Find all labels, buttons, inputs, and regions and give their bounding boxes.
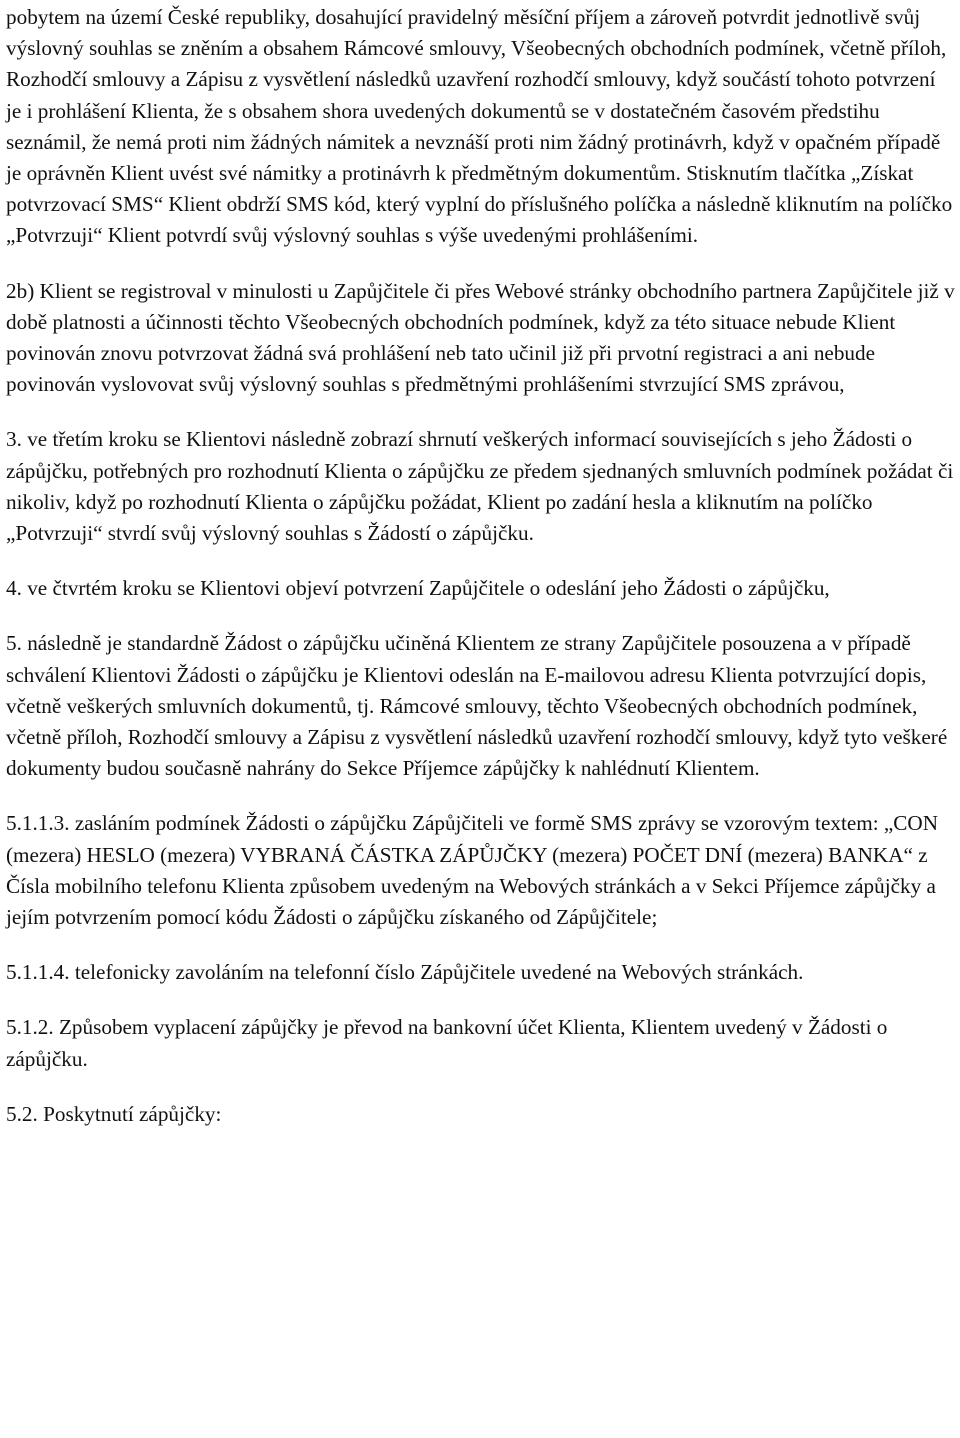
paragraph-5-1-1-3: 5.1.1.3. zasláním podmínek Žádosti o zápůjčku Zápůjčiteli ve formě SMS zprávy se vzorovým textem: „CON (mezera) HESLO (mezera) VYBRANÁ ČÁSTKA ZÁPŮJČKY (mezera) POČET DNÍ (mezera) BANKA“ z Čísla mobilního telefonu Klienta způsobem uvedeným na Webových stránkách a v Sekci Příjemce zápůjčky a jejím potvrzením pomocí kódu Žádosti o zápůjčku získaného od Zápůjčitele; bbox=[6, 811, 939, 930]
section-heading-5-2: 5.2. Poskytnutí zápůjčky: bbox=[6, 1101, 222, 1126]
paragraph-consent-continuation: pobytem na území České republiky, dosahující pravidelný měsíční příjem a zároveň potvrdit jednotlivě svůj výslovný souhlas se zněním a obsahem Rámcové smlouvy, Všeobecných obchodních podmínek, včetně příloh, Rozhodčí smlouvy a Zápisu z vysvětlení následků uzavření rozhodčí smlouvy, když součástí tohoto potvrzení je i prohlášení Klienta, že s obsahem shora uvedených dokumentů se v dostatečném časovém předstihu seznámil, že nemá proti nim žádných námitek a nevznáší proti nim žádný protinávrh, když v opačném případě je oprávněn Klient uvést své námitky a protinávrh k předmětným dokumentům. Stisknutím tlačítka „Získat potvrzovací SMS“ Klient obdrží SMS kód, který vyplní do příslušného políčka a následně kliknutím na políčko „Potvrzuji“ Klient potvrdí svůj výslovný souhlas s výše uvedenými prohlášeními. bbox=[6, 5, 953, 248]
paragraph-step-4: 4. ve čtvrtém kroku se Klientovi objeví potvrzení Zapůjčitele o odeslání jeho Žádosti o zápůjčku, bbox=[6, 576, 830, 601]
paragraph-5-1-1-4: 5.1.1.4. telefonicky zavoláním na telefonní číslo Zápůjčitele uvedené na Webových stránkách. bbox=[6, 960, 804, 985]
paragraph-5-1-2: 5.1.2. Způsobem vyplacení zápůjčky je převod na bankovní účet Klienta, Klientem uvedený v Žádosti o zápůjčku. bbox=[6, 1015, 888, 1071]
paragraph-step-5: 5. následně je standardně Žádost o zápůjčku učiněná Klientem ze strany Zapůjčitele posouzena a v případě schválení Klientovi Žádosti o zápůjčku je Klientovi odeslán na E-mailovou adresu Klienta potvrzující dopis, včetně veškerých smluvních dokumentů, tj. Rámcové smlouvy, těchto Všeobecných obchodních podmínek, včetně příloh, Rozhodčí smlouvy a Zápisu z vysvětlení následků uzavření rozhodčí smlouvy, když tyto veškeré dokumenty budou současně nahrány do Sekce Příjemce zápůjčky k nahlédnutí Klientem. bbox=[6, 631, 948, 781]
paragraph-2b-registered-client: 2b) Klient se registroval v minulosti u Zapůjčitele či přes Webové stránky obchodního partnera Zapůjčitele již v době platnosti a účinnosti těchto Všeobecných obchodních podmínek, když za této situace nebude Klient povinován znovu potvrzovat žádná svá prohlášení neb tato učinil již při prvotní registraci a ani nebude povinován vyslovovat svůj výslovný souhlas s předmětnými prohlášeními stvrzující SMS zprávou, bbox=[6, 278, 955, 397]
document-page bbox=[6, 2, 956, 1154]
paragraph-step-3: 3. ve třetím kroku se Klientovi následně zobrazí shrnutí veškerých informací souvisejících s jeho Žádosti o zápůjčku, potřebných pro rozhodnutí Klienta o zápůjčku ze předem sjednaných smluvních podmínek požádat či nikoliv, když po rozhodnutí Klienta o zápůjčku požádat, Klient po zadání hesla a kliknutím na políčko „Potvrzuji“ stvrdí svůj výslovný souhlas s Žádostí o zápůjčku. bbox=[6, 427, 954, 546]
